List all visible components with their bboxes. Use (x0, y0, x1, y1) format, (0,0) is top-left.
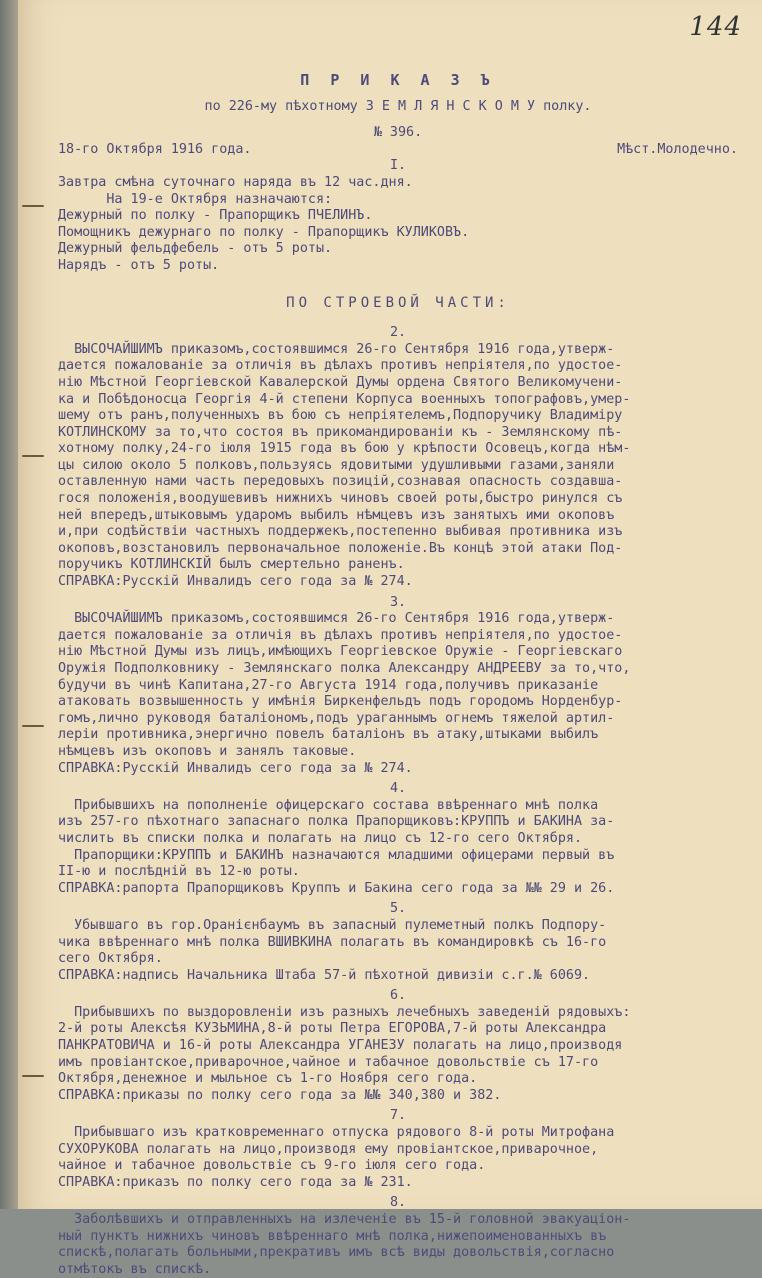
order-item (58, 325, 738, 591)
text-line: Прибывшихъ по выздоровленіи изъ разныхъ лечебныхъ заведеній рядовыхъ: (58, 1004, 631, 1020)
text-line: нію Мѣстной Думы изъ лицъ,имѣющихъ Георгіевское Оружіе - Георгіевскаго (58, 644, 623, 660)
text-line: отмѣтокъ въ спискѣ. (58, 1261, 212, 1277)
order-item (58, 988, 738, 1104)
item-number: 2. (389, 325, 407, 341)
text-line: СПРАВКА:Русскій Инвалидъ сего года за № 274. (58, 760, 413, 776)
text-line: Прибывшаго изъ кратковременнаго отпуска рядового 8-й роты Митрофана (58, 1125, 615, 1141)
text-line: имъ провіантское,приварочное,чайное и табачное довольствіе съ 17-го (58, 1054, 599, 1070)
text-line: СПРАВКА:надпись Начальника Штаба 57-й пѣхотной дивизіи с.г.№ 6069. (58, 967, 591, 983)
order-item (58, 595, 738, 778)
order-subtitle: по 226-му пѣхотному З Е М Л Я Н С К О М У полку. (204, 98, 592, 114)
binding-hole (22, 1075, 44, 1077)
text-line: Дежурный фельдфебель - отъ 5 роты. (58, 241, 333, 257)
order-date: 18-го Октября 1916 года. (58, 141, 252, 157)
text-line: хотному полку,24-го іюля 1915 года въ бою у крѣпости Осовецъ,когда нѣм- (58, 441, 631, 457)
duty-section (58, 175, 738, 275)
item-number: 4. (389, 781, 407, 797)
section-heading: ПО СТРОЕВОЙ ЧАСТИ: (286, 294, 510, 311)
text-line: шему отъ ранъ,полученныхъ въ бою съ непріятелемъ,Подпоручику Владиміру (58, 408, 623, 424)
text-line: Дежурный по полку - Прапорщикъ ПЧЕЛИНЪ. (58, 208, 373, 224)
item-number: 6. (389, 988, 407, 1004)
text-line: Нарядъ - отъ 5 роты. (58, 257, 220, 273)
text-line: чика ввѣреннаго мнѣ полка ВШИВКИНА полагать въ командировкѣ съ 16-го (58, 934, 607, 950)
text-line: дается пожалованіе за отличія въ дѣлахъ противъ непріятеля,по удостое- (58, 358, 623, 374)
text-line: Прапорщики:КРУППЪ и БАКИНЪ назначаются младшими офицерами первый въ (58, 847, 615, 863)
text-line: На 19-е Октября назначаются: (58, 191, 333, 207)
text-line: сего Октября. (58, 951, 163, 967)
text-line: СПРАВКА:приказы по полку сего года за №№ 340,380 и 382. (58, 1087, 502, 1103)
order-item (58, 901, 738, 984)
text-line: числить въ списки полка и полагать на лицо съ 12-го сего Октября. (58, 830, 583, 846)
text-line: будучи въ чинѣ Капитана,27-го Августа 1914 года,получивъ приказаніе (58, 677, 599, 693)
item-number: 5. (389, 901, 407, 917)
order-item (58, 1108, 738, 1191)
text-line: Убывшаго въ гор.Оранієнбаумъ въ запасный пулеметный полкъ Подпору- (58, 917, 607, 933)
text-line: леріи противника,энергично повелъ баталіонъ въ атаку,штыками выбилъ (58, 727, 599, 743)
text-line: ВЫСОЧАЙШИМЪ приказомъ,состоявшимся 26-го Сентября 1916 года,утверж- (58, 341, 615, 357)
text-line: гося положенія,воодушевивъ нижнихъ чиновъ своей роты,быстро ринулся съ (58, 491, 623, 507)
binding-hole (22, 725, 44, 727)
text-line: ка и Побѣдоносца Георгія 4-й степени Корпуса военныхъ топографовъ,умер- (58, 391, 631, 407)
order-place: Мѣст.Молодечно. (617, 141, 738, 157)
text-line: ней впередъ,штыковымъ ударомъ выбилъ нѣмцевъ изъ занятыхъ ими окоповъ (58, 507, 615, 523)
order-text (58, 60, 738, 1278)
binding-hole (22, 205, 44, 207)
text-line: Октября,денежное и мыльное съ 1-го Ноября сего года. (58, 1071, 478, 1087)
folio-number: 144 (689, 12, 742, 42)
text-line: гомъ,лично руководя баталіономъ,подъ ураганнымъ огнемъ тяжелой артил- (58, 710, 615, 726)
text-line: дается пожалованіе за отличія въ дѣлахъ противъ непріятеля,по удостое- (58, 627, 623, 643)
text-line: и,при содѣйствіи частныхъ поддержекъ,постепенно выбивая противника изъ (58, 524, 623, 540)
item-number: 8. (389, 1195, 407, 1211)
text-line: Прибывшихъ на пополненіе офицерскаго состава ввѣреннаго мнѣ полка (58, 797, 599, 813)
text-line: СПРАВКА:Русскій Инвалидъ сего года за № 274. (58, 574, 413, 590)
text-line: поручикъ КОТЛИНСКІЙ былъ смертельно раненъ. (58, 557, 405, 573)
text-line: СПРАВКА:рапорта Прапорщиковъ Круппъ и Бакина сего года за №№ 29 и 26. (58, 880, 615, 896)
text-line: нію Мѣстной Георгіевской Кавалерской Думы ордена Святого Великомучени- (58, 374, 623, 390)
order-title: П Р И К А З Ъ (300, 71, 496, 89)
order-number: № 396. (373, 125, 423, 141)
order-item (58, 1195, 738, 1278)
text-line: нѣмцевъ изъ окоповъ и занялъ таковые. (58, 743, 357, 759)
text-line: цы силою около 5 полковъ,пользуясь ядовитыми удушливыми газами,заняли (58, 457, 615, 473)
binding-hole (22, 455, 44, 457)
item-number: 3. (389, 594, 407, 610)
text-line: Помощникъ дежурнаго по полку - Прапорщикъ КУЛИКОВЪ. (58, 224, 470, 240)
text-line: ный пунктъ нижнихъ чиновъ ввѣреннаго мнѣ полка,нижепоименованныхъ въ (58, 1228, 607, 1244)
binding-edge (0, 0, 18, 1209)
text-line: спискѣ,полагать больными,прекративъ имъ всѣ виды довольствія,согласно (58, 1245, 615, 1261)
order-items (58, 325, 738, 1278)
text-line: II-ю и послѣдній въ 12-ю роты. (58, 864, 300, 880)
text-line: чайное и табачное довольствіе съ 9-го іюля сего года. (58, 1158, 486, 1174)
date-place-line (58, 142, 738, 159)
section-number: I. (389, 158, 407, 174)
text-line: изъ 257-го пѣхотнаго запаснаго полка Прапорщиковъ:КРУППЪ и БАКИНА за- (58, 814, 615, 830)
document-page (18, 0, 762, 1277)
text-line: ВЫСОЧАЙШИМЪ приказомъ,состоявшимся 26-го Сентября 1916 года,утверж- (58, 611, 615, 627)
text-line: СУХОРУКОВА полагать на лицо,производя ему провіантское,приварочное, (58, 1141, 599, 1157)
item-number: 7. (389, 1108, 407, 1124)
text-line: Завтра смѣна суточнаго наряда въ 12 час.дня. (58, 174, 413, 190)
text-line: атаковать возвышенность у имѣнія Биркенфельдъ подъ городомъ Норденбур- (58, 694, 623, 710)
order-item (58, 781, 738, 897)
text-line: оставленную нами часть передовыхъ позицій,сознавая опасность создавша- (58, 474, 623, 490)
text-line: СПРАВКА:приказъ по полку сего года за № 231. (58, 1174, 413, 1190)
text-line: Оружія Подполковнику - Землянскаго полка Александру АНДРЕЕВУ за то,что, (58, 661, 631, 676)
text-line: КОТЛИНСКОМУ за то,что состоя въ прикомандированіи къ - Землянскому пѣ- (58, 424, 623, 440)
text-line: окоповъ,возстановилъ первоначальное положеніе.Въ концѣ этой атаки Под- (58, 540, 623, 556)
text-line: Заболѣвшихъ и отправленныхъ на излеченіе въ 15-й головной эвакуаціон- (58, 1212, 631, 1227)
text-line: ПАНКРАТОВИЧА и 16-й роты Александра УГАНЕЗУ полагать на лицо,производя (58, 1038, 623, 1054)
text-line: 2-й роты Алексѣя КУЗЬМИНА,8-й роты Петра ЕГОРОВА,7-й роты Александра (58, 1021, 607, 1037)
